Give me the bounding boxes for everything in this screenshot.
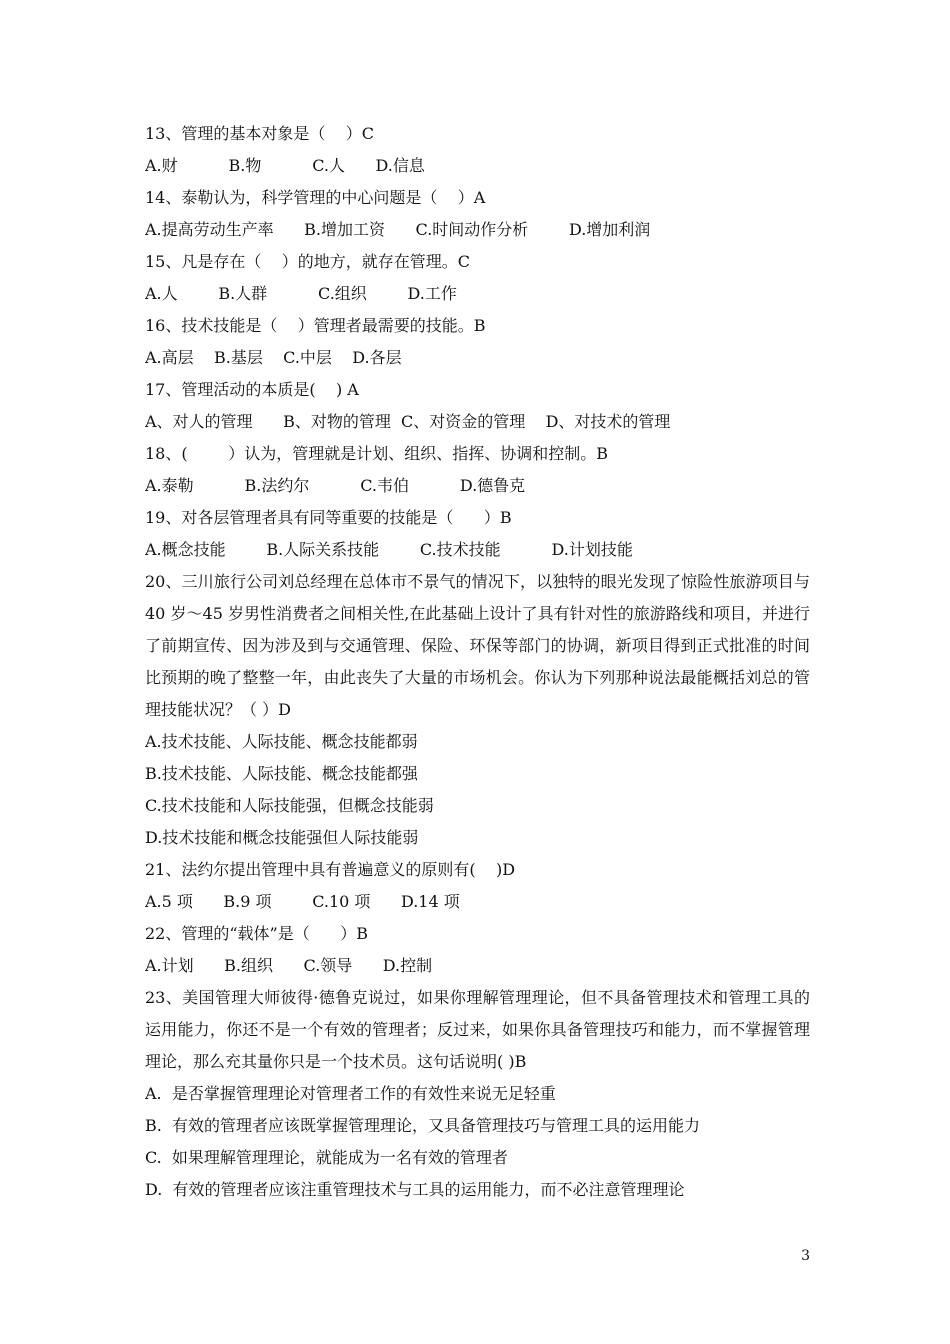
question-23: 23、美国管理大师彼得·德鲁克说过，如果你理解管理理论，但不具备管理技术和管理工具的运用能力，你还不是一个有效的管理者；反过来，如果你具备管理技巧和能力，而不掌握管理理论，那么充其量你只是一个技术员。这句话说明( )B xyxy=(145,988,810,1071)
question-17: 17、管理活动的本质是( ) A xyxy=(145,380,359,399)
question-22-options: A.计划 B.组织 C.领导 D.控制 xyxy=(145,956,433,975)
question-list xyxy=(145,118,810,1206)
question-20-option-a: A.技术技能、人际技能、概念技能都弱 xyxy=(145,732,418,751)
question-16-options: A.高层 B.基层 C.中层 D.各层 xyxy=(145,348,402,367)
question-15: 15、凡是存在（ ）的地方，就存在管理。C xyxy=(145,252,470,271)
question-14: 14、泰勒认为，科学管理的中心问题是（ ）A xyxy=(145,188,486,207)
question-13-options: A.财 B.物 C.人 D.信息 xyxy=(145,156,425,175)
question-23-option-a: A. 是否掌握管理理论对管理者工作的有效性来说无足轻重 xyxy=(145,1084,556,1103)
question-21-options: A.5 项 B.9 项 C.10 项 D.14 项 xyxy=(145,892,460,911)
question-22: 22、管理的“载体”是（ ）B xyxy=(145,924,368,943)
question-19-options: A.概念技能 B.人际关系技能 C.技术技能 D.计划技能 xyxy=(145,540,633,559)
question-23-option-d: D. 有效的管理者应该注重管理技术与工具的运用能力，而不必注意管理理论 xyxy=(145,1180,685,1199)
question-20: 20、三川旅行公司刘总经理在总体市不景气的情况下，以独特的眼光发现了惊险性旅游项目与 40 岁～45 岁男性消费者之间相关性,在此基础上设计了具有针对性的旅游路线和项目，并进行了前期宣传、因为涉及到与交通管理、保险、环保等部门的协调，新项目得到正式批准的时间比预期的晚了整整一年，由此丧失了大量的市场机会。你认为下列那种说法最能概括刘总的管理技能状况？（ ）D xyxy=(145,572,810,719)
question-20-option-c: C.技术技能和人际技能强，但概念技能弱 xyxy=(145,796,434,815)
question-20-option-d: D.技术技能和概念技能强但人际技能弱 xyxy=(145,828,419,847)
question-15-options: A.人 B.人群 C.组织 D.工作 xyxy=(145,284,457,303)
page-number: 3 xyxy=(801,1248,810,1264)
question-14-options: A.提高劳动生产率 B.增加工资 C.时间动作分析 D.增加利润 xyxy=(145,220,651,239)
question-13: 13、管理的基本对象是（ ）C xyxy=(145,124,374,143)
question-23-option-c: C. 如果理解管理理论，就能成为一名有效的管理者 xyxy=(145,1148,508,1167)
question-18-options: A.泰勒 B.法约尔 C.韦伯 D.德鲁克 xyxy=(145,476,526,495)
question-23-option-b: B. 有效的管理者应该既掌握管理理论，又具备管理技巧与管理工具的运用能力 xyxy=(145,1116,701,1135)
question-17-options: A、对人的管理 B、对物的管理 C、对资金的管理 D、对技术的管理 xyxy=(145,412,671,431)
question-20-option-b: B.技术技能、人际技能、概念技能都强 xyxy=(145,764,418,783)
question-19: 19、对各层管理者具有同等重要的技能是（ ）B xyxy=(145,508,512,527)
question-16: 16、技术技能是（ ）管理者最需要的技能。B xyxy=(145,316,486,335)
question-21: 21、法约尔提出管理中具有普遍意义的原则有( )D xyxy=(145,860,516,879)
question-18: 18、( ）认为，管理就是计划、组织、指挥、协调和控制。B xyxy=(145,444,609,463)
